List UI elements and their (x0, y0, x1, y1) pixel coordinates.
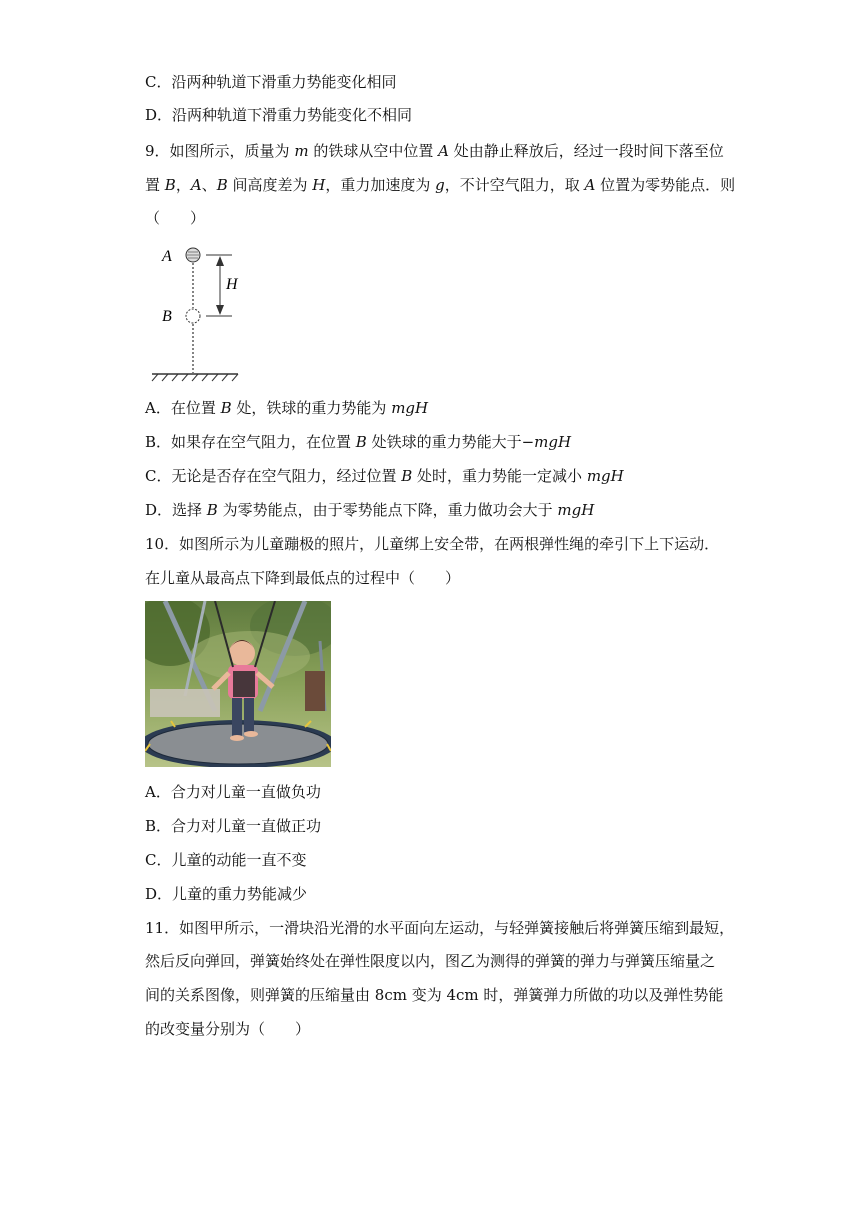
q9-answer-bracket: （ ） (145, 209, 206, 227)
label-b: B (162, 308, 172, 325)
q10-option-b: B．合力对儿童一直做正功 (145, 817, 322, 835)
q11-stem-line2: 然后反向弹回，弹簧始终处在弹性限度以内，图乙为测得的弹簧的弹力与弹簧压缩量之 (145, 952, 716, 970)
ground-hatch (152, 374, 238, 381)
q11-stem-line1: 11．如图甲所示，一滑块沿光滑的水平面向左运动，与轻弹簧接触后将弹簧压缩到最短， (145, 919, 735, 937)
label-a: A (162, 248, 172, 265)
q10-option-d: D．儿童的重力势能减少 (145, 885, 308, 903)
q8-option-d: D．沿两种轨道下滑重力势能变化不相同 (145, 106, 413, 124)
q9-stem-line1: 9．如图所示，质量为 m 的铁球从空中位置 A 处由静止释放后，经过一段时间下落至位 (145, 142, 724, 160)
q9-option-a: A．在位置 B 处，铁球的重力势能为 mgH (145, 399, 429, 417)
q8-option-c: C．沿两种轨道下滑重力势能变化相同 (145, 73, 397, 91)
q9-option-b: B．如果存在空气阻力，在位置 B 处铁球的重力势能大于−mgH (145, 433, 572, 451)
falling-ball-diagram (148, 240, 248, 382)
q10-option-a: A．合力对儿童一直做负功 (145, 783, 321, 801)
q10-option-c: C．儿童的动能一直不变 (145, 851, 307, 869)
q9-option-d: D．选择 B 为零势能点，由于零势能点下降，重力做功会大于 mgH (145, 501, 595, 519)
q11-stem-line3: 间的关系图像，则弹簧的压缩量由 8cm 变为 4cm 时，弹簧弹力所做的功以及弹性势能 (145, 986, 724, 1004)
q9-stem-line2: 置 B，A、B 间高度差为 H，重力加速度为 g，不计空气阻力，取 A 位置为零势能点．则 (145, 176, 736, 194)
q9-option-c: C．无论是否存在空气阻力，经过位置 B 处时，重力势能一定减小 mgH (145, 467, 624, 485)
q10-stem-line2: 在儿童从最高点下降到最低点的过程中（ ） (145, 569, 461, 587)
q11-stem-line4: 的改变量分别为（ ） (145, 1020, 311, 1038)
child-bungee-photo (145, 601, 331, 767)
ball-b-icon (186, 309, 200, 323)
label-h: H (226, 276, 238, 293)
q10-stem-line1: 10．如图所示为儿童蹦极的照片，儿童绑上安全带，在两根弹性绳的牵引下上下运动． (145, 535, 720, 553)
